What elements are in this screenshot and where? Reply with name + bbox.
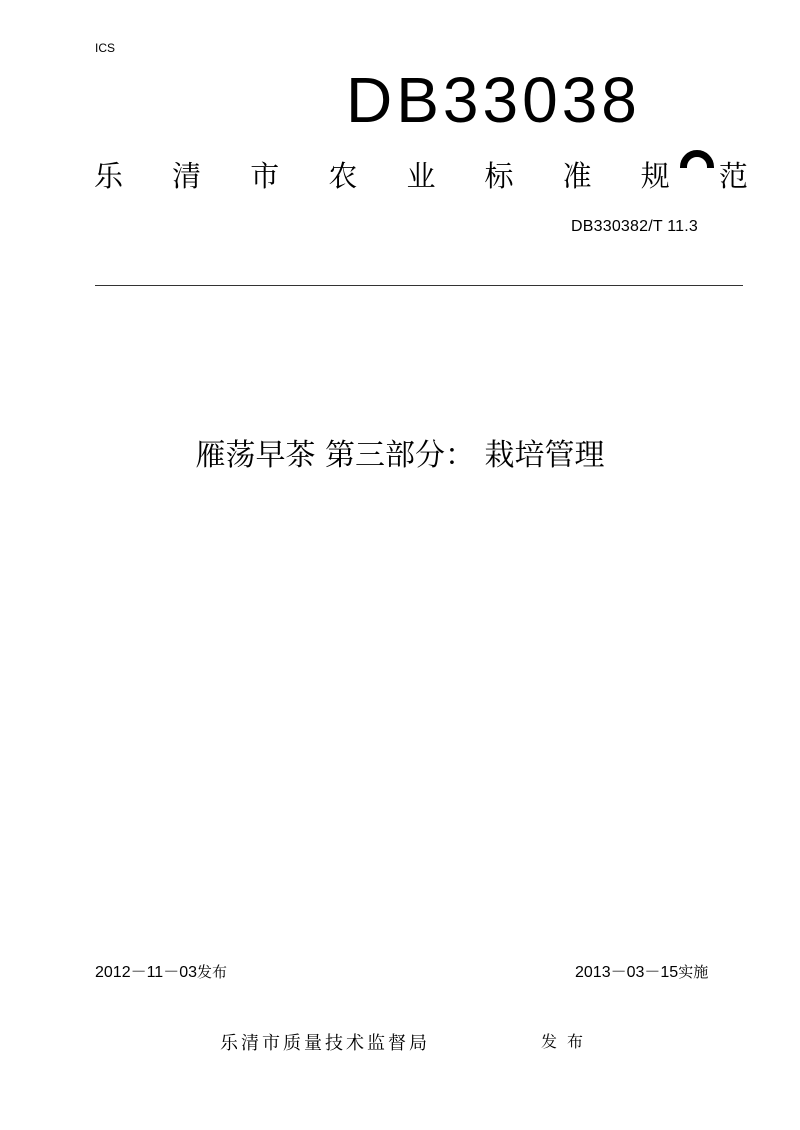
implementation-date-line (575, 959, 708, 982)
implementation-label: 实施 (678, 963, 709, 981)
org-title-char: 范 (718, 159, 748, 193)
standard-code-heading: DB33038 (346, 64, 641, 136)
standard-number: DB330382/T 11.3 (571, 218, 698, 235)
issue-date-line (95, 959, 227, 982)
org-title-char: 规 (640, 159, 670, 193)
issuing-category-title (94, 157, 748, 195)
org-title-char: 标 (484, 159, 514, 193)
issuing-authority-action: 发布 (541, 1032, 594, 1051)
header-divider (95, 285, 743, 286)
issue-date: 2012－11－03 (95, 964, 198, 981)
org-title-char: 准 (562, 159, 592, 193)
implementation-date: 2013－03－15 (575, 964, 679, 981)
issue-label: 发布 (197, 963, 228, 981)
org-title-char: 乐 (94, 159, 124, 193)
org-title-char: 市 (250, 159, 280, 193)
ics-label: ICS (95, 41, 116, 55)
org-title-char: 清 (172, 159, 202, 193)
org-title-char: 业 (406, 159, 436, 193)
issuing-authority: 乐清市质量技术监督局 (220, 1033, 430, 1054)
org-title-char: 农 (328, 159, 358, 193)
document-title: 雁荡早茶 第三部分： 栽培管理 (195, 438, 605, 473)
